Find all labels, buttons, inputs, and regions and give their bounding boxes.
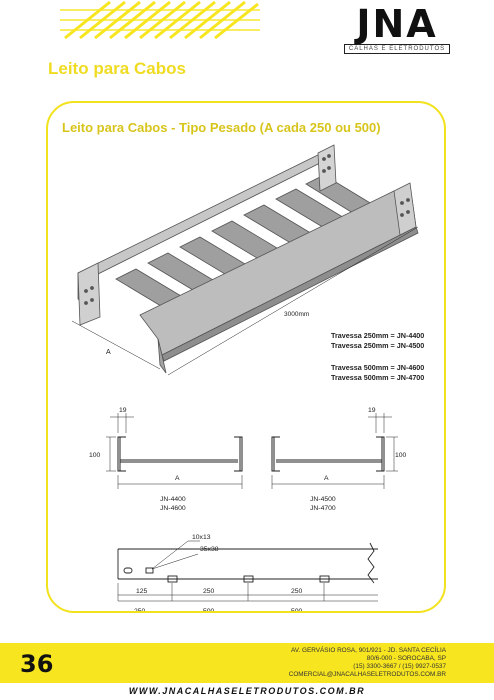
code-line-3: Travessa 500mm = JN-4600 (331, 363, 425, 372)
card-title: Leito para Cabos - Tipo Pesado (A cada 250 ou 500) (62, 120, 381, 135)
rail-slot-label: 35x38 (200, 546, 219, 553)
profile-right-code-1: JN-4500 (310, 496, 336, 503)
address-line: AV. GERVÁSIO ROSA, 901/921 - JD. SANTA CECÍLIA (291, 647, 446, 654)
page-number: 36 (20, 650, 54, 678)
rail-hole-label: 10x13 (192, 534, 211, 541)
side-rail-drawing (118, 541, 378, 601)
company-address (276, 647, 446, 679)
page-title: Leito para Cabos (48, 59, 186, 78)
profile-left-code-2: JN-4600 (160, 505, 186, 512)
profile-left-width-label: A (175, 475, 180, 482)
code-line-4: Travessa 500mm = JN-4700 (331, 373, 425, 382)
address-line: (15) 3300-3667 / (15) 9927-0537 (353, 663, 446, 670)
rail-bottom-dim-1: 250 (134, 608, 146, 615)
iso-length-label: 3000mm (284, 311, 310, 318)
product-card (46, 101, 446, 613)
profile-right-height-label: 100 (395, 452, 407, 459)
technical-drawing (48, 103, 446, 613)
code-line-1: Travessa 250mm = JN-4400 (331, 331, 425, 340)
company-logo (344, 2, 450, 54)
code-line-2: Travessa 250mm = JN-4500 (331, 341, 425, 350)
rail-top-dim-3: 250 (291, 588, 303, 595)
decorative-mesh-graphic (60, 0, 260, 40)
rail-bottom-dim-3: 500 (291, 608, 303, 615)
profile-right-flange-label: 19 (368, 407, 376, 414)
profile-right-code-2: JN-4700 (310, 505, 336, 512)
profile-left-drawing (106, 413, 242, 489)
profile-right-width-label: A (324, 475, 329, 482)
profile-left-height-label: 100 (89, 452, 101, 459)
footer-band (0, 643, 494, 683)
logo-wordmark: JNA (356, 2, 438, 46)
profile-left-code-1: JN-4400 (160, 496, 186, 503)
profile-left-flange-label: 19 (119, 407, 127, 414)
profile-right-drawing (272, 413, 398, 489)
rail-top-dim-2: 250 (203, 588, 215, 595)
iso-width-label: A (106, 349, 111, 356)
rail-top-dim-1: 125 (136, 588, 148, 595)
logo-tagline: CALHAS E ELETRODUTOS (344, 44, 450, 54)
rail-bottom-dim-2: 500 (203, 608, 215, 615)
address-line: 80/6-000 - SOROCABA, SP (366, 655, 446, 662)
address-email[interactable]: COMERCIAL@JNACALHASELETRODUTOS.COM.BR (288, 671, 446, 678)
website-link[interactable]: WWW.JNACALHASELETRODUTOS.COM.BR (128, 686, 366, 696)
